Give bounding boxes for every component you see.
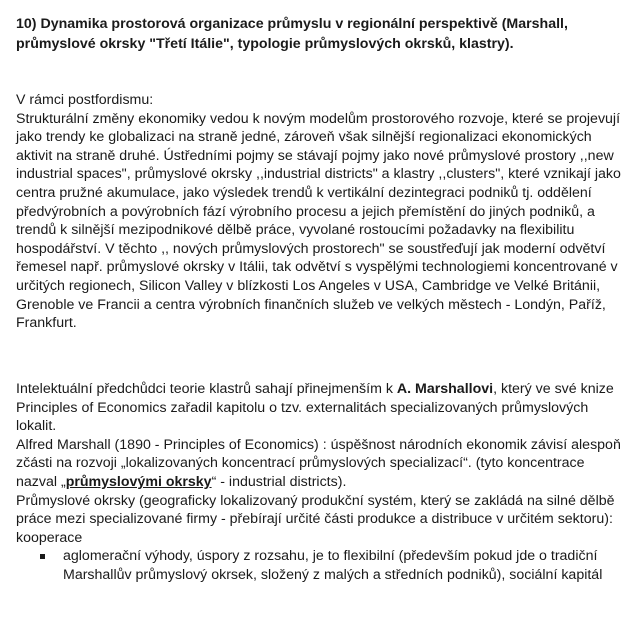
section-heading: 10) Dynamika prostorová organizace průmyslu v regionální perspektivě (Marshall, průmyslové okrsky "Třetí Itálie", typologie průmyslových okrsků, klastry). [16, 16, 568, 52]
postfordism-section [16, 91, 622, 333]
marshall-intro-paragraph [16, 380, 622, 436]
text-run: Intelektuální předchůdci teorie klastrů sahají přinejmenším k [16, 381, 397, 397]
text-run: Alfred Marshall (1890 - Principles of Economics) : úspěšnost národních ekonomik závisí alespoň zčásti na rozvoji „lokalizovaných koncentrací průmyslových specializací“. (tyto koncentrace nazval „ [16, 436, 621, 490]
text-run: , který ve své knize Principles of Economics zařadil kapitolu o tzv. externalitách specializovaných průmyslových lokalit. [16, 381, 614, 435]
list-item: aglomerační výhody, úspory z rozsahu, je to flexibilní (především pokud jde o tradiční Marshallův průmyslový okrsek, složený z malých a středních podniků), sociální kapitál [16, 547, 622, 584]
marshall-definition-paragraph [16, 436, 622, 492]
industrial-districts-paragraph: Průmyslové okrsky (geograficky lokalizovaný produkční systém, který se zakládá na silné dělbě práce mezi specializované firmy - přebírají určité části produkce a distribuce v určitém sektoru): kooperace [16, 492, 615, 546]
postfordism-paragraph: Strukturální změny ekonomiky vedou k novým modelům prostorového rozvoje, které se projevují jako trendy ke globalizaci na straně jedné, zároveň však silnější regionalizaci ekonomických aktivit na straně druhé. Ústředními pojmy se stávají pojmy jako nové průmyslové prostory ,,new industrial spaces", průmyslové okrsky ,,industrial districts" a klastry ,,clusters", které vznikají jako centra pružné akumulace, jako výsledek trendů k vertikální dezintegraci podniků tj. oddělení předvýrobních a povýrobních fází výrobního procesu a jejich přemístění do jiných podniků, a trendů k silnější mezipodnikové dělbě práce, vyvolané rostoucími požadavky na flexibilitu hospodářství. V těchto ,, nových průmyslových prostorech" se soustřeďují jak moderní odvětví řemesel např. průmyslové okrsky v Itálii, tak odvětví s vyspělými technologiemi koncentrované v určitých regionech, Silicon Valley v blízkosti Los Angeles v USA, Cambridge ve Velké Británii, Grenoble ve Francii a centra výrobních finančních služeb ve velkých městech - Londýn, Paříž, Frankfurt. [16, 110, 621, 332]
text-run: “ - industrial districts). [211, 473, 347, 490]
industrial-districts-term: průmyslovými okrsky [65, 473, 212, 490]
marshall-name-bold: A. Marshallovi [396, 381, 494, 397]
cluster-theory-section [16, 380, 622, 585]
intro-line: V rámci postfordismu: [16, 92, 154, 108]
bullet-list [16, 547, 622, 584]
